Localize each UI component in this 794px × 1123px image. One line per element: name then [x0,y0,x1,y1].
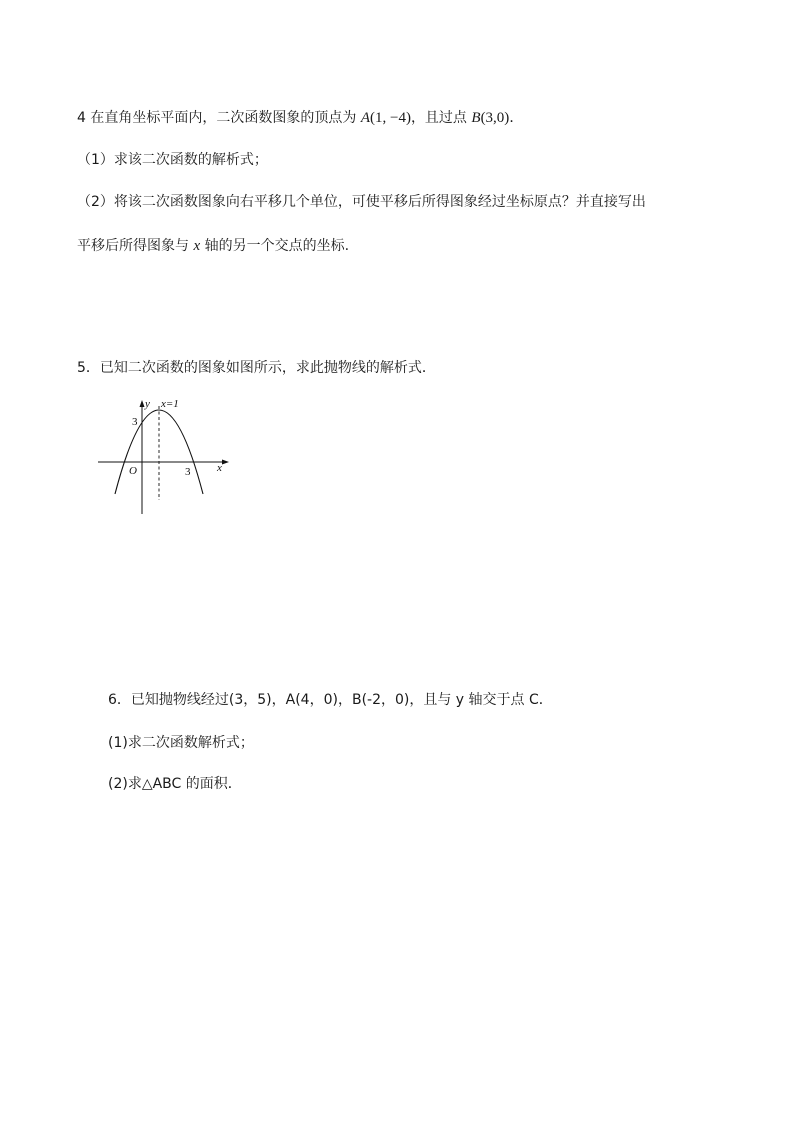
q4-stem-end: ． [509,110,524,126]
q4-stem [77,108,523,128]
q6-stem: 6．已知抛物线经过(3，5)，A(4，0)，B(-2，0)，且与 y 轴交于点 C． [108,692,553,708]
y-axis-label: y [145,398,150,410]
q5-parabola-figure [96,394,236,518]
q4-part1: （1）求该二次函数的解析式； [77,152,268,168]
x-intercept-label: 3 [185,466,191,478]
q4-vertex-coords: (1, −4) [369,110,411,126]
q4-point-coords: (3,0) [480,110,510,126]
q4-part2-line1: （2）将该二次函数图象向右平移几个单位，可使平移后所得图象经过坐标原点？并直接写出 [77,194,646,210]
q4-part2-line2-text: 平移后所得图象与 [77,238,194,254]
x-axis-arrow [222,460,229,465]
y-axis-arrow [140,400,145,407]
y-intercept-label: 3 [132,416,138,428]
q6-part1: (1)求二次函数解析式； [108,735,254,751]
q4-stem-text-mid: ，且过点 [410,110,472,126]
symmetry-line-label: x=1 [161,398,179,410]
x-axis-label: x [217,462,222,474]
q5-stem: 5．已知二次函数的图象如图所示，求此抛物线的解析式． [77,360,436,376]
q4-stem-text: 4 在直角坐标平面内，二次函数图象的顶点为 [77,110,361,126]
q4-part2-line2-end: 轴的另一个交点的坐标. [200,238,350,254]
q4-point-label: B [471,110,481,126]
origin-label: O [129,465,137,477]
q4-vertex-label: A [360,110,370,126]
q6-part2: (2)求△ABC 的面积． [108,776,242,792]
q4-part2-line2 [77,236,349,256]
q4-x-axis-symbol: x [193,238,201,254]
